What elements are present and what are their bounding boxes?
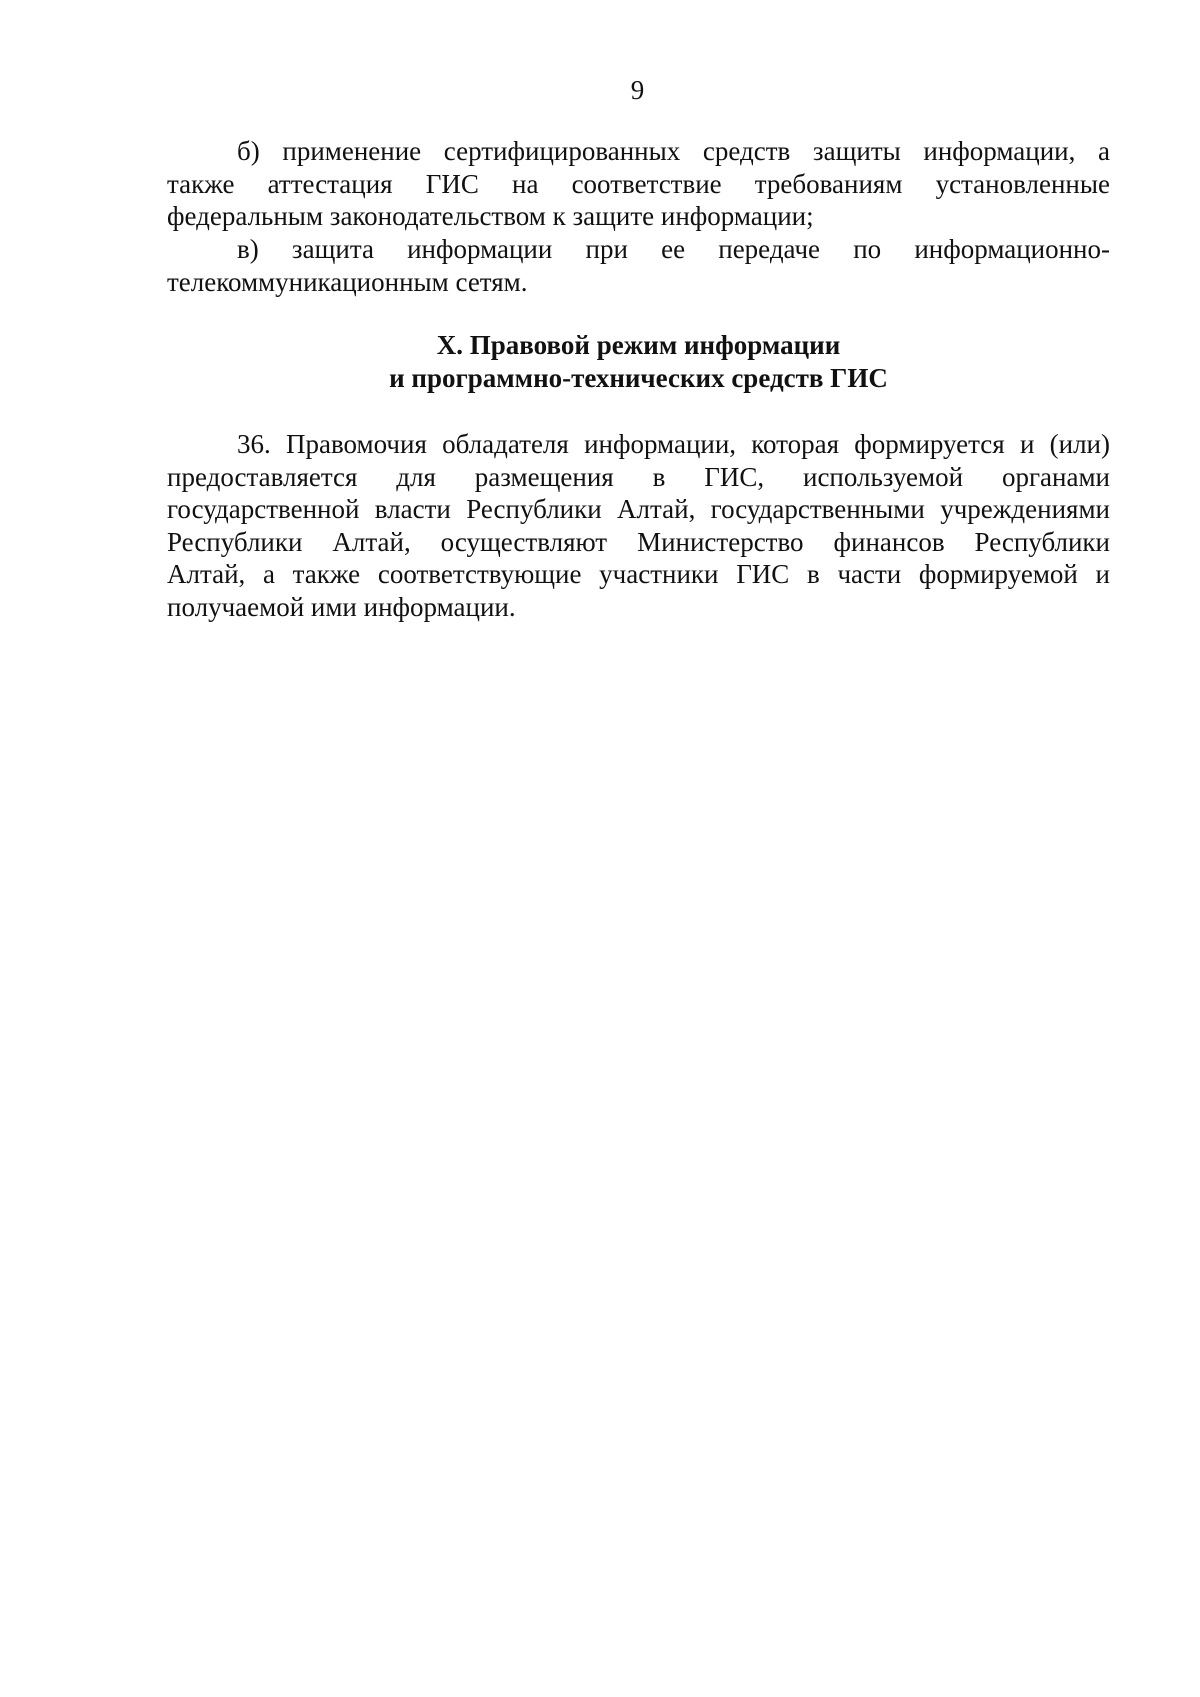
paragraph-36-line: Республики Алтай, осуществляют Министерство финансов Республики <box>167 526 1110 557</box>
paragraph-v-line: в) защита информации при ее передаче по информационно- <box>237 234 1110 264</box>
section-heading <box>167 329 1110 395</box>
section-heading-line-1: X. Правовой режим информации <box>436 330 841 360</box>
paragraph-36-line: 36. Правомочия обладателя информации, которая формируется и (или) <box>237 429 1110 459</box>
paragraph-36-line: предоставляется для размещения в ГИС, используемой органами <box>167 461 1110 492</box>
paragraph-b-line: федеральным законодательством к защите информации; <box>167 201 814 231</box>
paragraph-36-line: Алтай, а также соответствующие участники ГИС в части формируемой и <box>167 559 1110 589</box>
paragraph-v-line: телекоммуникационным сетям. <box>167 266 528 297</box>
section-heading-line-2: и программно-технических средств ГИС <box>389 363 888 393</box>
paragraph-b-line: также аттестация ГИС на соответствие требованиям установленные <box>167 168 1110 199</box>
page-number: 9 <box>630 75 645 105</box>
paragraph-b-line: б) применение сертифицированных средств защиты информации, а <box>237 136 1110 166</box>
paragraph-36-line: получаемой ими информации. <box>167 591 516 622</box>
paragraph-b <box>167 135 1110 233</box>
paragraph-36 <box>167 428 1110 623</box>
paragraph-v <box>167 233 1110 298</box>
paragraph-36-line: государственной власти Республики Алтай, государственными учреждениями <box>167 494 1110 524</box>
